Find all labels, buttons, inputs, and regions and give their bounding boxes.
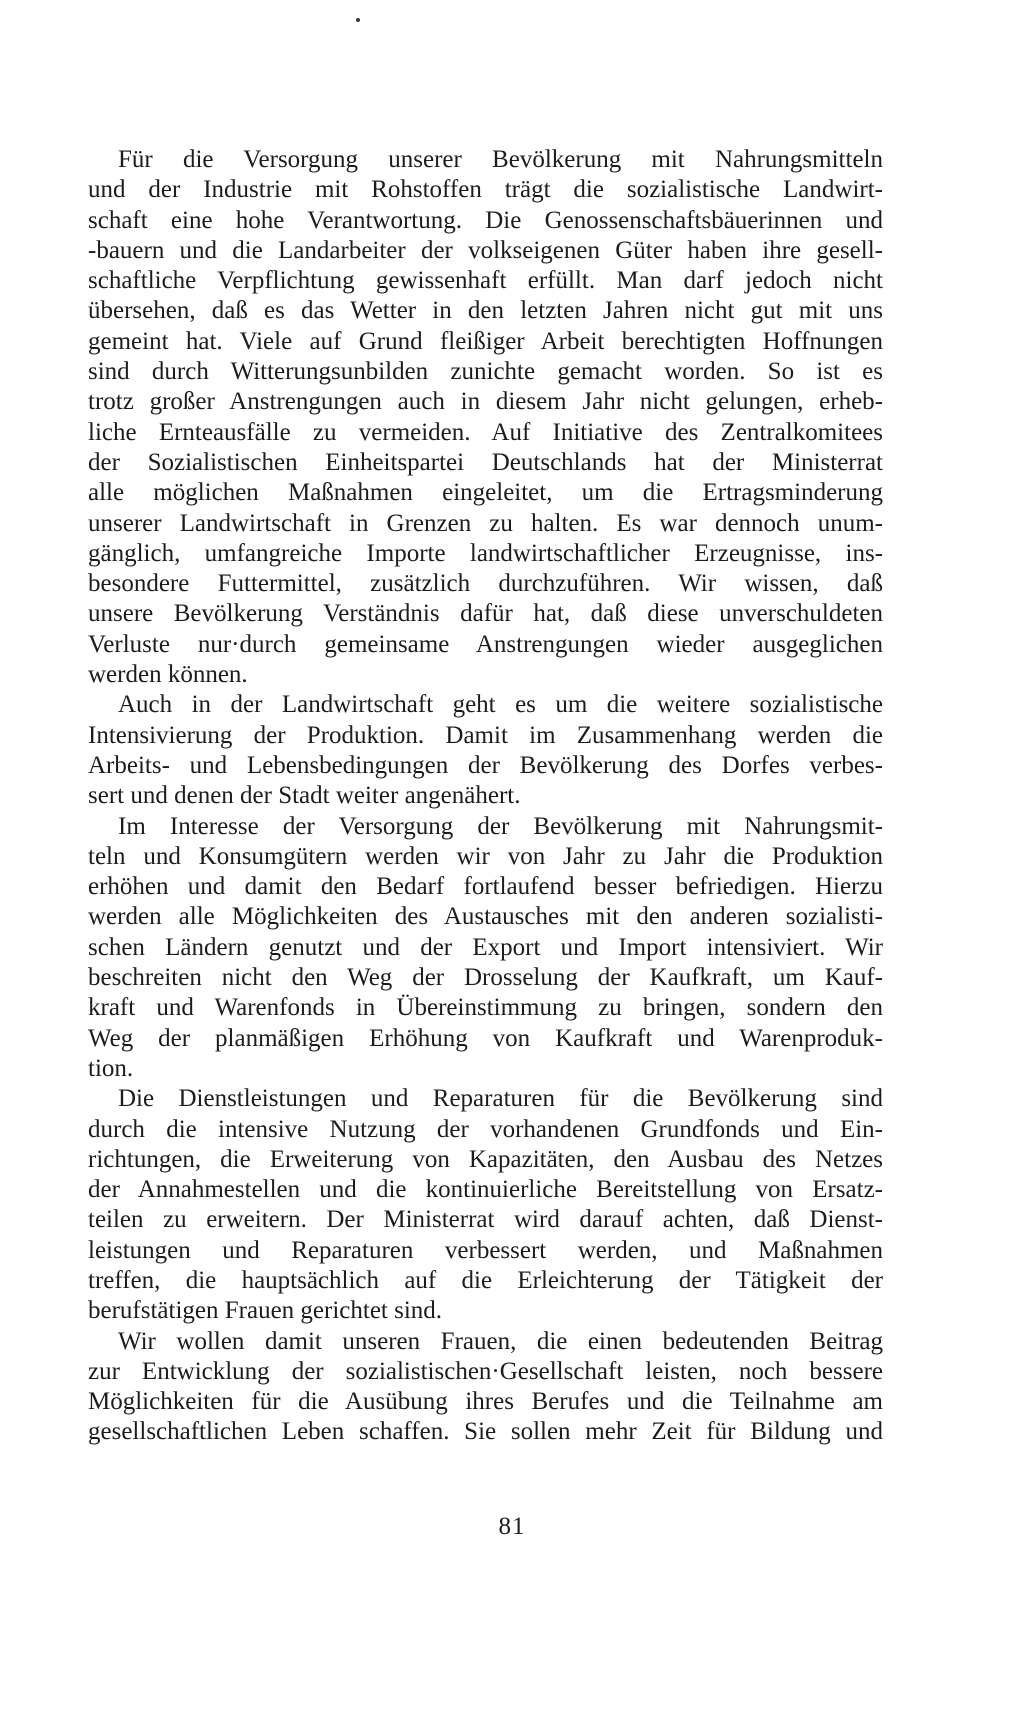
text-line: leistungen und Reparaturen verbessert werden, und Maßnahmen (88, 1236, 883, 1264)
text-line: teilen zu erweitern. Der Ministerrat wird darauf achten, daß Dienst- (88, 1206, 883, 1234)
text-line: alle möglichen Maßnahmen eingeleitet, um die Ertragsminderung (88, 479, 883, 507)
text-line: Möglichkeiten für die Ausübung ihres Berufes und die Teilnahme am (88, 1388, 883, 1416)
text-line: der Annahmestellen und die kontinuierliche Bereitstellung von Ersatz- (88, 1176, 883, 1204)
text-line: unsere Bevölkerung Verständnis dafür hat, daß diese unverschuldeten (88, 600, 883, 628)
scan-speck (356, 18, 360, 22)
text-line: Arbeits- und Lebensbedingungen der Bevölkerung des Dorfes verbes- (88, 751, 883, 779)
text-line: sind durch Witterungsunbilden zunichte gemacht worden. So ist es (88, 358, 883, 386)
page-number: 81 (498, 1513, 526, 1540)
text-line: Die Dienstleistungen und Reparaturen für die Bevölkerung sind (118, 1085, 883, 1113)
text-line: Verluste nur·durch gemeinsame Anstrengungen wieder ausgeglichen (88, 630, 883, 658)
text-line: richtungen, die Erweiterung von Kapazitäten, den Ausbau des Netzes (88, 1145, 883, 1173)
text-line: werden können. (88, 661, 248, 689)
text-line: Wir wollen damit unseren Frauen, die einen bedeutenden Beitrag (118, 1327, 883, 1355)
text-line: Im Interesse der Versorgung der Bevölkerung mit Nahrungsmit- (118, 812, 883, 840)
paragraph (88, 145, 883, 690)
text-line: Für die Versorgung unserer Bevölkerung mit Nahrungsmitteln (118, 146, 883, 173)
text-line: zur Entwicklung der sozialistischen·Gesellschaft leisten, noch bessere (88, 1357, 883, 1385)
text-line: und der Industrie mit Rohstoffen trägt die sozialistische Landwirt- (88, 176, 883, 204)
text-line: Weg der planmäßigen Erhöhung von Kaufkraft und Warenproduk- (88, 1024, 883, 1052)
text-line: trotz großer Anstrengungen auch in diesem Jahr nicht gelungen, erheb- (88, 388, 883, 416)
text-line: unserer Landwirtschaft in Grenzen zu halten. Es war dennoch unum- (88, 509, 883, 537)
paragraph (88, 812, 883, 1085)
text-line: teln und Konsumgütern werden wir von Jahr zu Jahr die Produktion (88, 842, 883, 870)
text-line: treffen, die hauptsächlich auf die Erleichterung der Tätigkeit der (88, 1266, 883, 1294)
text-line: werden alle Möglichkeiten des Austausches mit den anderen sozialisti- (88, 903, 883, 931)
text-line: schaft eine hohe Verantwortung. Die Genossenschaftsbäuerinnen und (88, 206, 883, 234)
text-line: liche Ernteausfälle zu vermeiden. Auf Initiative des Zentralkomitees (88, 418, 883, 446)
text-line: beschreiten nicht den Weg der Drosselung der Kaufkraft, um Kauf- (88, 964, 883, 992)
text-line: sert und denen der Stadt weiter angenähert. (88, 782, 521, 810)
text-line: erhöhen und damit den Bedarf fortlaufend besser befriedigen. Hierzu (88, 873, 883, 901)
text-line: der Sozialistischen Einheitspartei Deutschlands hat der Ministerrat (88, 448, 883, 476)
text-line: besondere Futtermittel, zusätzlich durchzuführen. Wir wissen, daß (88, 570, 883, 598)
body-text (88, 145, 883, 1448)
text-line: gesellschaftlichen Leben schaffen. Sie sollen mehr Zeit für Bildung und (88, 1418, 883, 1446)
paragraph (88, 1084, 883, 1326)
text-line: übersehen, daß es das Wetter in den letzten Jahren nicht gut mit uns (88, 297, 883, 325)
text-line: kraft und Warenfonds in Übereinstimmung zu bringen, sondern den (88, 994, 883, 1022)
text-line: tion. (88, 1054, 134, 1082)
text-line: berufstätigen Frauen gerichtet sind. (88, 1297, 443, 1325)
text-line: durch die intensive Nutzung der vorhandenen Grundfonds und Ein- (88, 1115, 883, 1143)
text-line: schen Ländern genutzt und der Export und Import intensiviert. Wir (88, 933, 883, 961)
paragraph (88, 690, 883, 811)
text-line: Auch in der Landwirtschaft geht es um die weitere sozialistische (118, 691, 883, 719)
paragraph (88, 1327, 883, 1448)
text-line: -bauern und die Landarbeiter der volkseigenen Güter haben ihre gesell- (88, 236, 883, 264)
text-line: Intensivierung der Produktion. Damit im Zusammenhang werden die (88, 721, 883, 749)
text-line: gänglich, umfangreiche Importe landwirtschaftlicher Erzeugnisse, ins- (88, 539, 883, 567)
text-line: schaftliche Verpflichtung gewissenhaft erfüllt. Man darf jedoch nicht (88, 267, 883, 295)
text-line: gemeint hat. Viele auf Grund fleißiger Arbeit berechtigten Hoffnungen (88, 327, 883, 355)
